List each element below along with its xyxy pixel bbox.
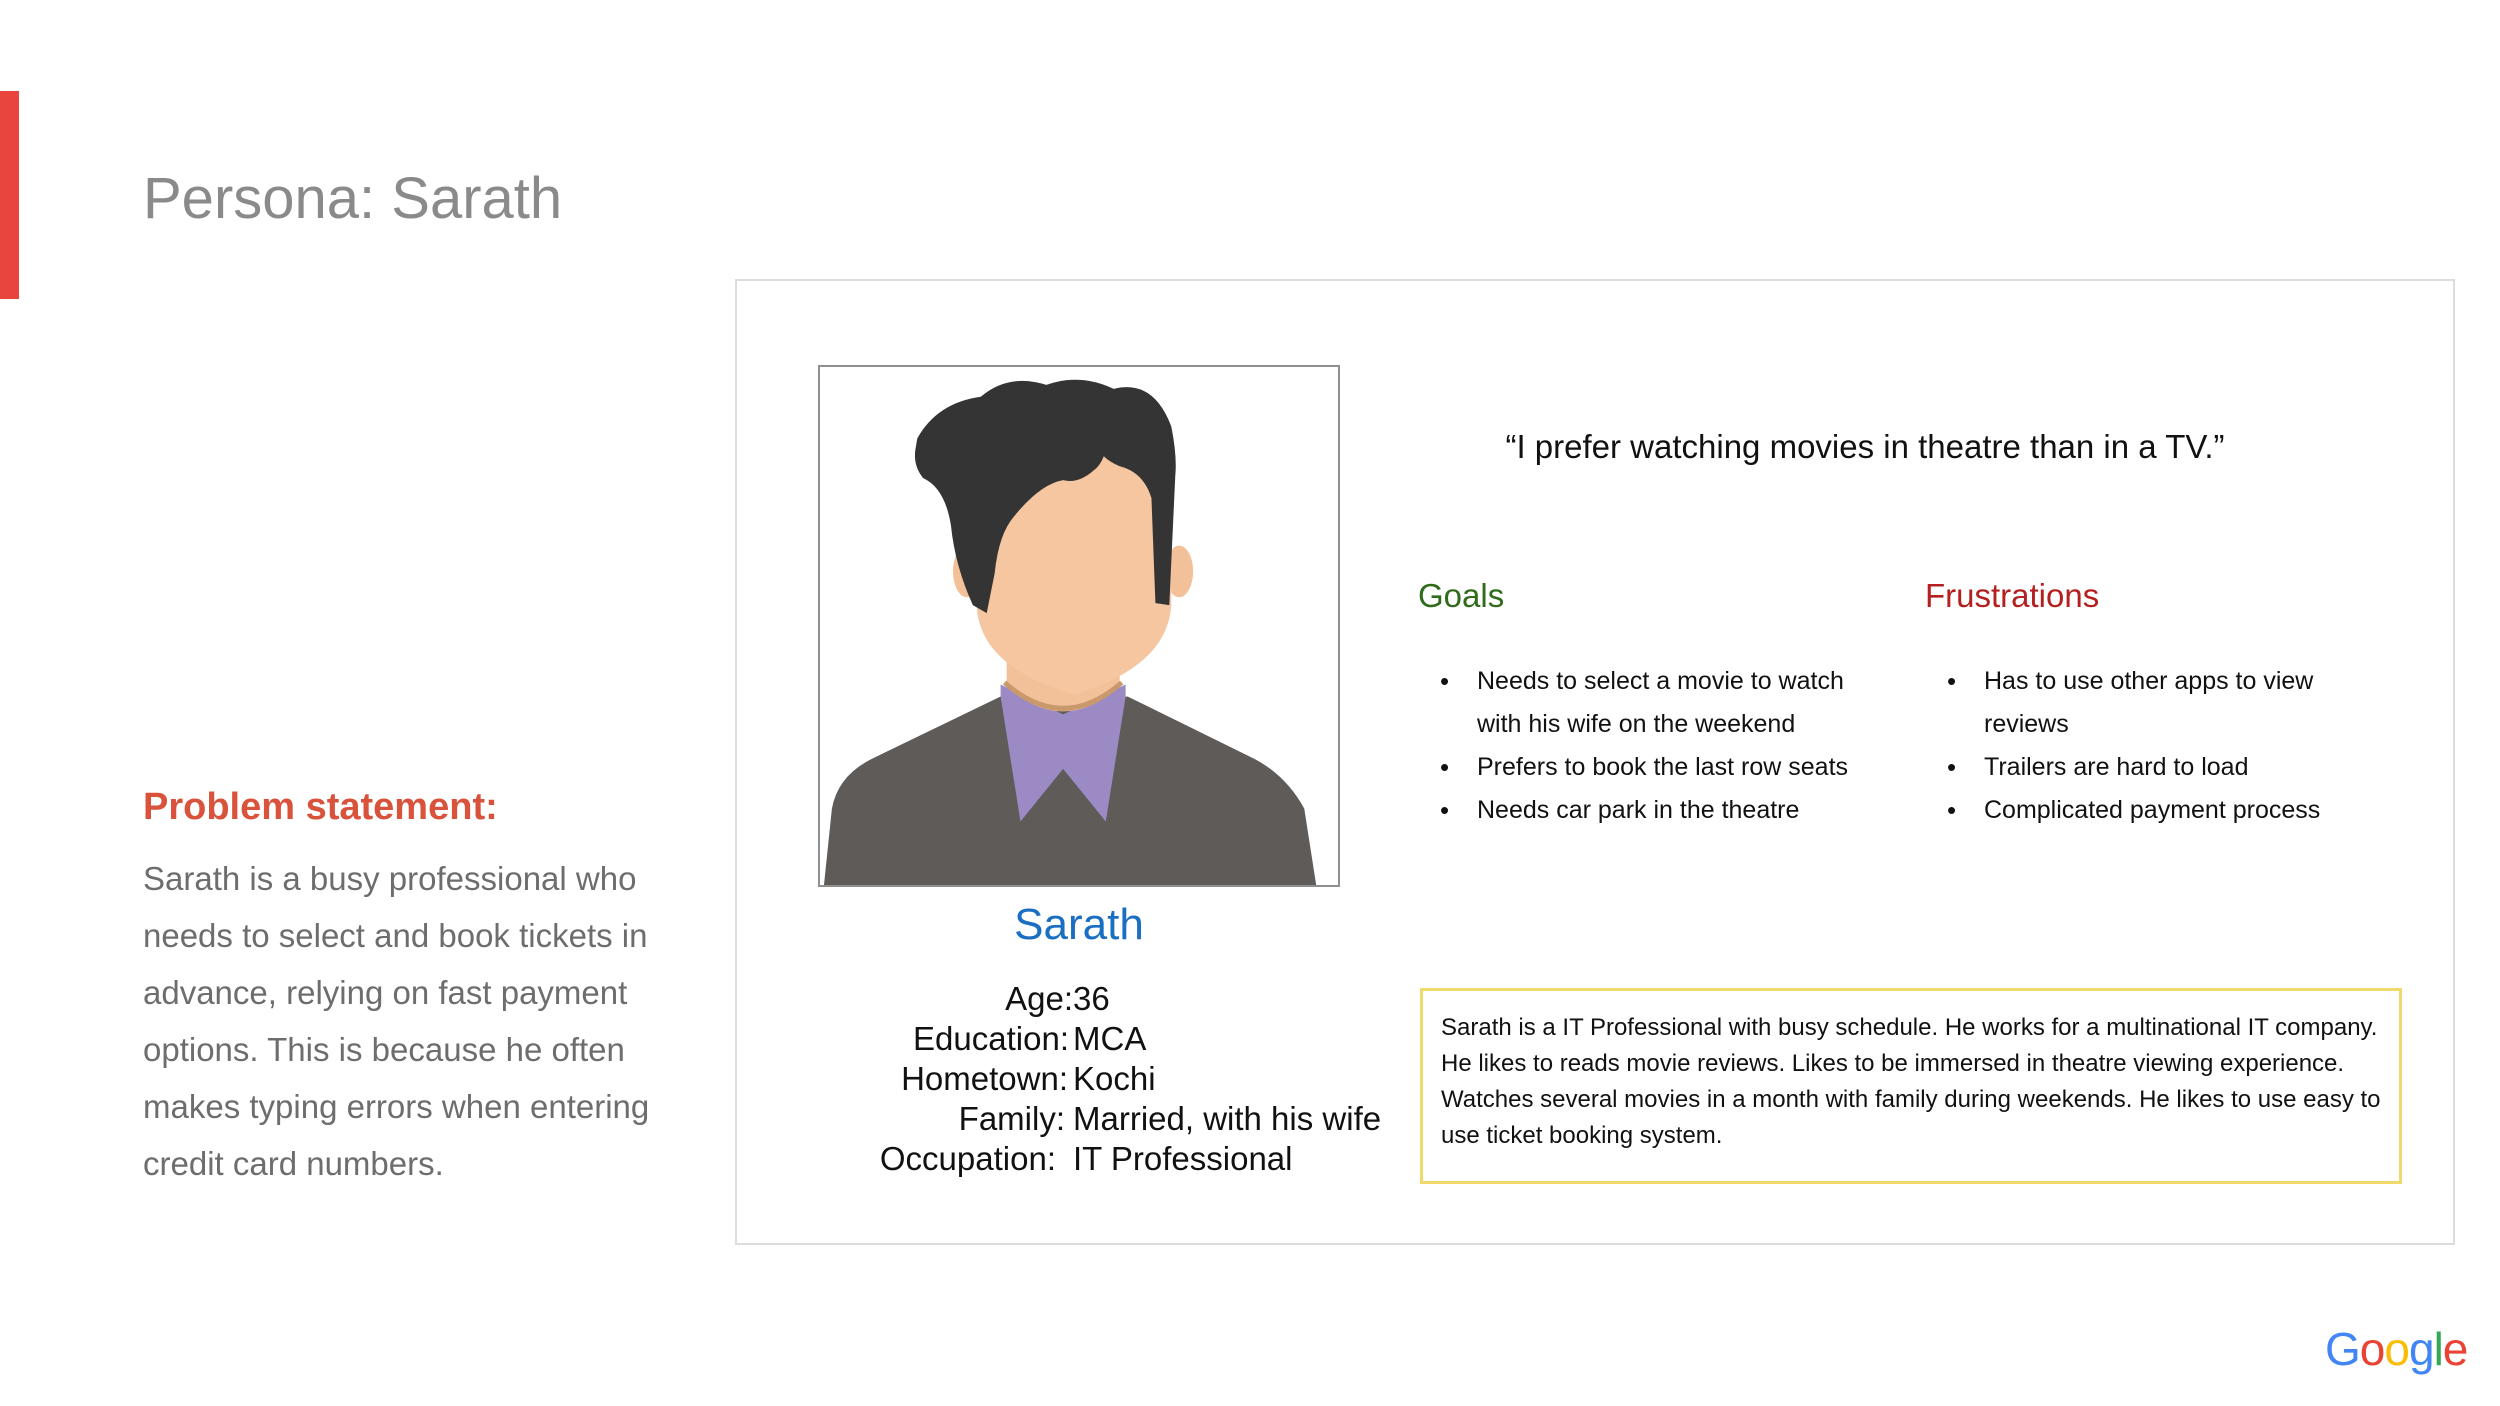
detail-value: 36 <box>1073 980 1110 1017</box>
frustration-item: • Has to use other apps to view reviews <box>1947 660 2377 746</box>
detail-label: Hometown: <box>901 1060 1068 1097</box>
goals-list <box>1440 660 1870 832</box>
person-avatar-icon <box>820 367 1338 885</box>
logo-letter: o <box>2359 1323 2385 1375</box>
frustrations-list <box>1947 660 2377 832</box>
google-logo <box>2325 1322 2467 1376</box>
problem-statement-heading: Problem statement: <box>143 786 498 828</box>
goal-item: • Needs to select a movie to watch with his wife on the weekend <box>1440 660 1870 746</box>
detail-label: Education: <box>913 1020 1069 1057</box>
detail-label: Family: <box>958 1100 1065 1137</box>
goals-heading: Goals <box>1418 577 1505 614</box>
slide-title: Persona: Sarath <box>143 166 563 231</box>
logo-letter: g <box>2408 1323 2434 1375</box>
detail-value: IT Professional <box>1073 1140 1293 1177</box>
persona-quote: “I prefer watching movies in theatre than in a TV.” <box>1505 428 2225 465</box>
logo-letter: e <box>2442 1323 2468 1375</box>
detail-row-age <box>818 980 1398 1020</box>
accent-bar <box>0 91 19 299</box>
logo-letter: o <box>2384 1323 2409 1375</box>
frustration-item: • Complicated payment process <box>1947 789 2377 832</box>
detail-value: Married, with his wife <box>1073 1100 1382 1137</box>
detail-row-family <box>818 1100 1398 1140</box>
persona-bio: Sarath is a IT Professional with busy schedule. He works for a multinational IT company. He likes to reads movie reviews. Likes to be immersed in theatre viewing experience. Watches several movies in a month with family during weekends. He likes to use easy to use ticket booking system. <box>1420 988 2402 1184</box>
detail-row-occupation <box>818 1140 1398 1180</box>
problem-statement-text: Sarath is a busy professional who needs to select and book tickets in advance, relying on fast payment options. This is because he often makes typing errors when entering credit card numbers. <box>143 860 650 1182</box>
detail-row-education <box>818 1020 1398 1060</box>
logo-letter: G <box>2325 1323 2360 1375</box>
persona-photo <box>818 365 1340 887</box>
logo-letter: l <box>2433 1323 2443 1375</box>
goal-item: • Needs car park in the theatre <box>1440 789 1870 832</box>
frustrations-heading: Frustrations <box>1925 577 2100 614</box>
goal-item: • Prefers to book the last row seats <box>1440 746 1870 789</box>
persona-name: Sarath <box>1014 900 1144 949</box>
detail-label: Age: <box>1005 980 1073 1017</box>
detail-value: MCA <box>1073 1020 1147 1057</box>
detail-row-hometown <box>818 1060 1398 1100</box>
detail-label: Occupation: <box>879 1140 1056 1177</box>
frustration-item: • Trailers are hard to load <box>1947 746 2377 789</box>
detail-value: Kochi <box>1073 1060 1156 1097</box>
